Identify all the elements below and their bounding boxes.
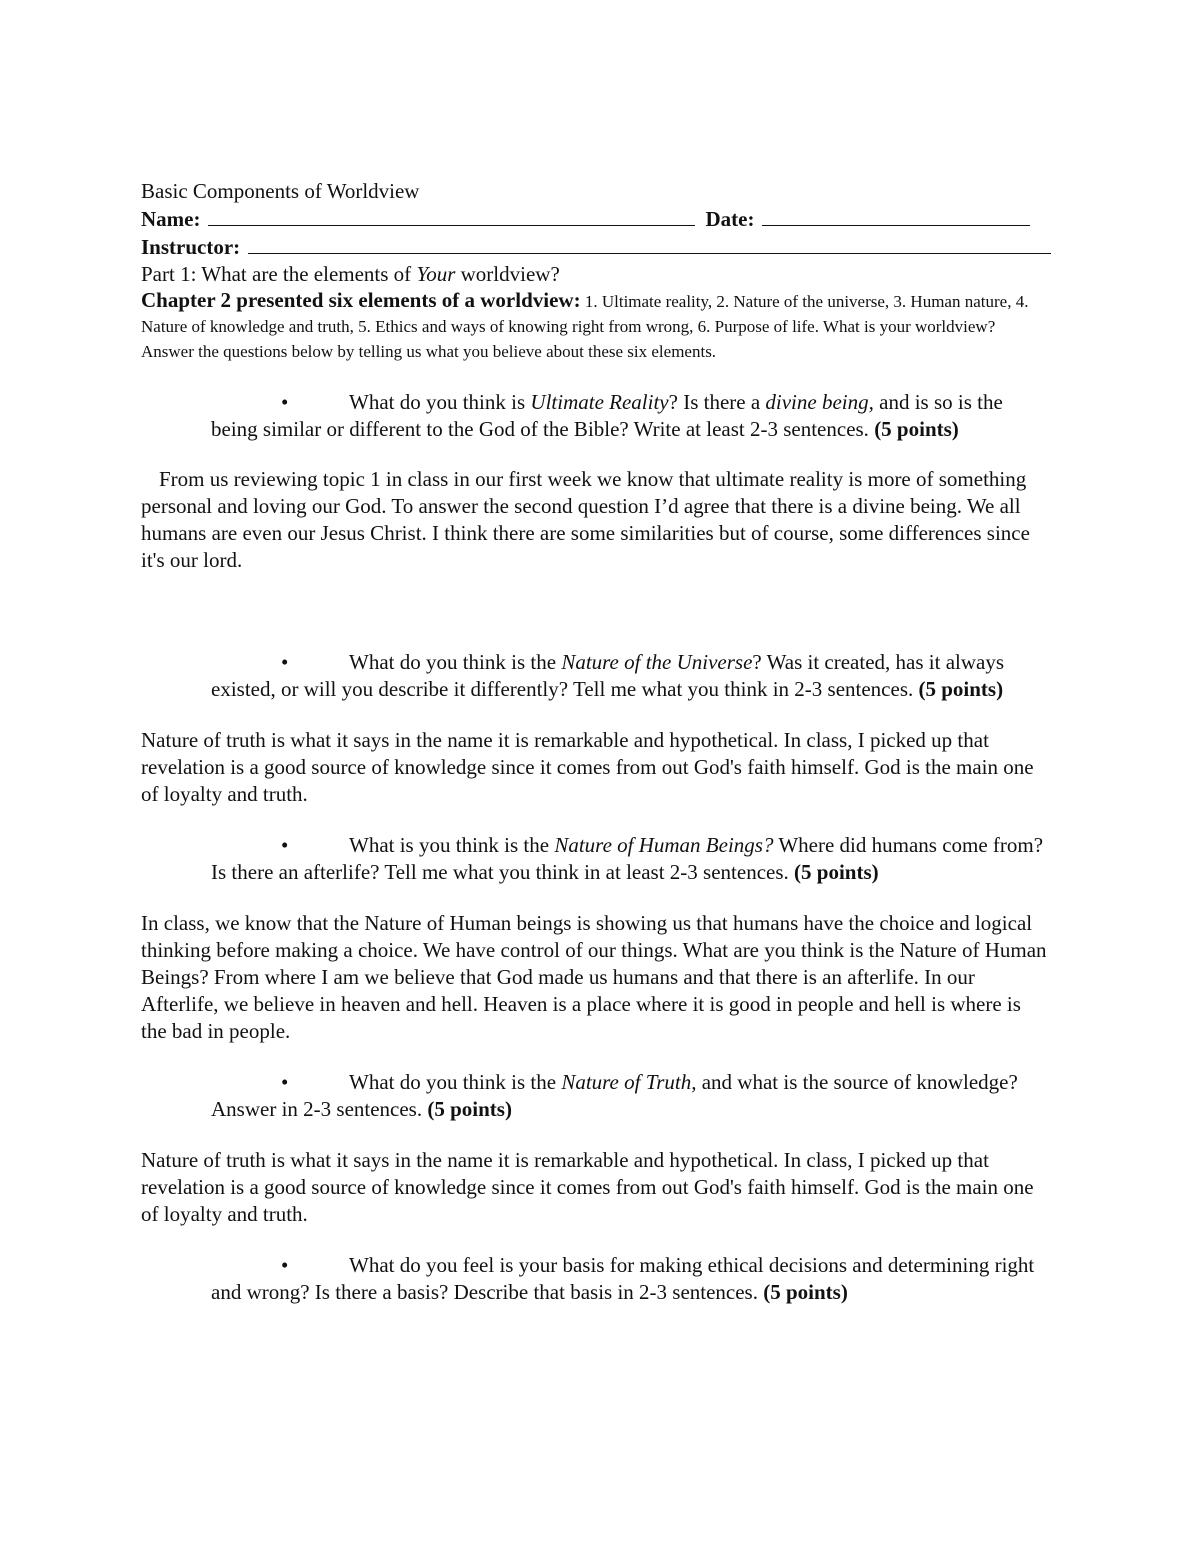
name-label: Name:	[141, 207, 201, 231]
q-text: and is so is the being similar or different to the God of the Bible? Write at least 2-3 sentences.	[211, 390, 1003, 441]
document-title: Basic Components of Worldview	[141, 179, 420, 203]
chapter-intro	[141, 288, 1051, 364]
bullet: •	[281, 833, 289, 857]
instructor-field[interactable]	[248, 233, 1051, 254]
chapter-lead: Chapter 2 presented six elements of a worldview:	[141, 288, 581, 312]
q-text: ? Was it created, has it always existed, or will you describe it differently? Tell me what you think in 2-3 sentences.	[211, 650, 1005, 701]
question-3	[211, 832, 1051, 886]
part1-text-end: worldview?	[455, 262, 560, 286]
part1-text: Part 1: What are the elements of	[141, 262, 417, 286]
question-2	[211, 649, 1051, 703]
answer-3[interactable]: In class, we know that the Nature of Human beings is showing us that humans have the choice and logical thinking before making a choice. We have control of our things. What are you think is the Nature of Human Beings? From where I am we believe that God made us humans and that there is an afterlife. In our Afterlife, we believe in heaven and hell. Heaven is a place where it is good in people and hell is where is the bad in people.	[141, 911, 1047, 1043]
part1-heading	[141, 261, 1051, 288]
answer-2[interactable]: Nature of truth is what it says in the name it is remarkable and hypothetical. In class, I picked up that revelation is a good source of knowledge since it comes from out God's faith himself. God is the main one of loyalty and truth.	[141, 728, 1034, 806]
q-points: (5 points)	[763, 1280, 848, 1304]
q-text: What do you think is the	[349, 650, 562, 674]
q-text: What do you feel is your basis for making ethical decisions and determining right and wrong? Is there a basis? Describe that basis in 2-3 sentences.	[211, 1253, 1035, 1304]
instructor-row	[141, 233, 1051, 261]
question-text	[211, 1252, 1051, 1306]
q-emphasis: divine being,	[765, 390, 874, 414]
chapter-text: 1. Ultimate reality, 2. Nature of the universe, 3. Human nature, 4. Nature of knowledge and truth, 5. Ethics and ways of knowing right from wrong, 6. Purpose of life. What is your worldview? Answer the questions below by telling us what you believe about these six elements.	[141, 292, 1029, 361]
bullet: •	[281, 1253, 289, 1277]
question-1	[211, 389, 1051, 443]
q-emphasis: Nature of Human Beings?	[554, 833, 774, 857]
q-points: (5 points)	[427, 1097, 512, 1121]
question-text	[211, 389, 1051, 443]
q-points: (5 points)	[794, 860, 879, 884]
question-4	[211, 1069, 1051, 1123]
answer-4[interactable]: Nature of truth is what it says in the name it is remarkable and hypothetical. In class, I picked up that revelation is a good source of knowledge since it comes from out God's faith himself. God is the main one of loyalty and truth.	[141, 1148, 1034, 1226]
bullet: •	[281, 1070, 289, 1094]
q-text: and what is the source of knowledge? Answer in 2-3 sentences.	[211, 1070, 1018, 1121]
question-text	[211, 649, 1051, 703]
date-label: Date:	[705, 207, 755, 231]
question-5	[211, 1252, 1051, 1306]
date-field[interactable]	[762, 205, 1030, 226]
q-text: Where did humans come from? Is there an afterlife? Tell me what you think in at least 2-3 sentences.	[211, 833, 1044, 884]
q-text: What do you think is	[349, 390, 531, 414]
name-date-row	[141, 205, 1051, 233]
bullet: •	[281, 650, 289, 674]
q-points: (5 points)	[918, 677, 1004, 701]
answer-1[interactable]: From us reviewing topic 1 in class in our first week we know that ultimate reality is more of something personal and loving our God. To answer the second question I’d agree that there is a divine being. We all humans are even our Jesus Christ. I think there are some similarities but of course, some differences since it's our lord.	[141, 467, 1030, 572]
question-text	[211, 832, 1051, 886]
q-text: What do you think is the	[349, 1070, 562, 1094]
bullet: •	[281, 390, 289, 414]
q-emphasis: Nature of the Universe	[561, 650, 753, 674]
question-text	[211, 1069, 1051, 1123]
instructor-label: Instructor:	[141, 235, 241, 259]
q-text: ? Is there a	[668, 390, 766, 414]
q-text: What is you think is the	[349, 833, 555, 857]
document-content	[141, 178, 1051, 1306]
q-emphasis: Ultimate Reality	[530, 390, 669, 414]
part1-emphasis: Your	[416, 262, 456, 286]
name-field[interactable]	[208, 205, 695, 226]
q-emphasis: Nature of Truth,	[561, 1070, 697, 1094]
q-points: (5 points)	[874, 417, 959, 441]
